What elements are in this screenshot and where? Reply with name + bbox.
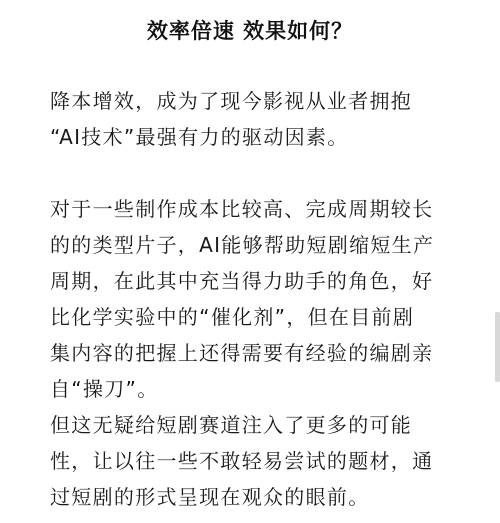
paragraph-line: 的的类型片子，AI能够帮助短剧缩短生产	[50, 233, 435, 257]
paragraph-line: 过短剧的形式呈现在观众的眼前。	[50, 485, 370, 509]
paragraph-3	[50, 407, 462, 515]
paragraph-line: 周期，在此其中充当得力助手的角色，好	[50, 269, 434, 293]
scrollbar-thumb[interactable]	[495, 312, 500, 382]
paragraph-line: 自“操刀”。	[50, 377, 159, 401]
section-heading: 效率倍速 效果如何？	[146, 19, 354, 43]
paragraph-line: 对于一些制作成本比较高、完成周期较长	[50, 197, 434, 221]
paragraph-line: 性，让以往一些不敢轻易尝试的题材，通	[50, 449, 434, 473]
paragraph-line: “AI技术”最强有力的驱动因素。	[50, 125, 349, 149]
paragraph-2	[50, 191, 462, 407]
paragraph-line: 比化学实验中的“催化剂”，但在目前剧	[50, 305, 415, 329]
paragraph-1	[50, 83, 462, 155]
paragraph-line: 集内容的把握上还得需要有经验的编剧亲	[50, 341, 434, 365]
paragraph-line: 但这无疑给短剧赛道注入了更多的可能	[50, 413, 413, 437]
paragraph-line: 降本增效，成为了现今影视从业者拥抱	[50, 89, 413, 113]
